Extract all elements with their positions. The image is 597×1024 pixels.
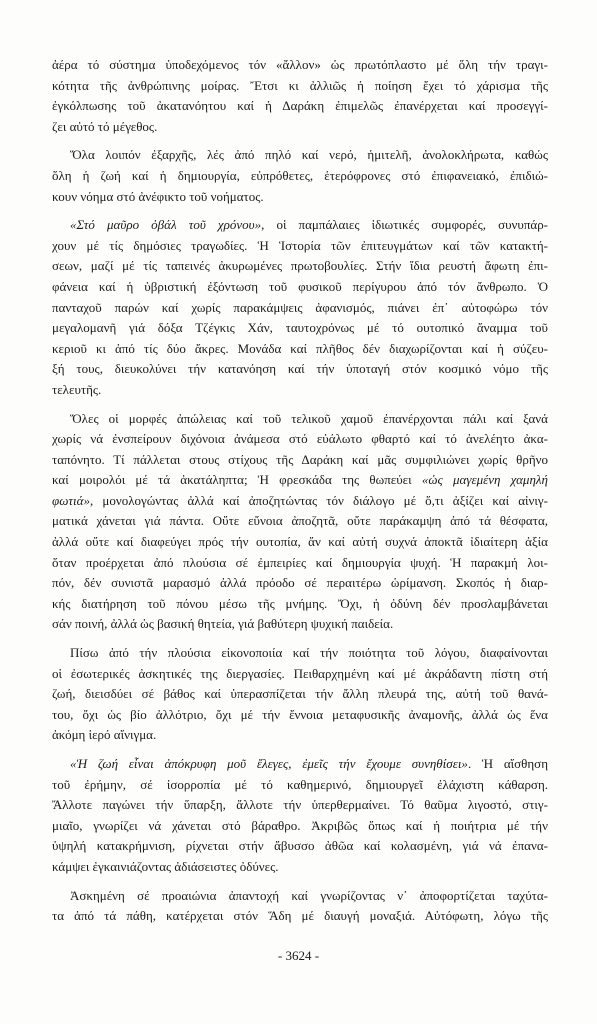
text-line: ξή τους, διευκολύνει τήν κατανόηση καί τήν ὑποταγή στόν κοσμικό νόμο τῆς (52, 361, 548, 377)
text-line: ζει αὐτό τό μέγεθος. (52, 118, 158, 134)
text-line: ζωή, διεισδύει σέ βάθος καί ὑπερασπίζεται τήν ἄλλη πλευρά της, αὐτή τοῦ θανά- (52, 686, 548, 702)
text-line: κότητα τῆς ἀνθρώπινης μοίρας. Ἔτσι κι ἀλλιῶς ἡ ποίηση ἔχει τό χάρισμα τῆς (52, 77, 548, 93)
text-line (52, 491, 548, 512)
paragraph (52, 55, 548, 137)
paragraph (52, 886, 548, 927)
text-line: ματικά χάνεται γιά πάντα. Οὔτε εὔνοια ἀποζητᾶ, οὔτε παράκαμψη ἀπό τά θέσφατα, (52, 513, 548, 529)
text-line: ὅταν προέρχεται ἀπό πλούσια σέ ἐμπειρίες καί δημιουργία ψυχή. Ἡ παρακμή λοι- (52, 554, 548, 570)
paragraph (52, 754, 548, 878)
paragraph (52, 215, 548, 400)
italic-quote: «Ἡ ζωή εἶναι ἀπόκρυφη μοῦ ἔλεγες, ἐμεῖς τήν ἔχουμε συνηθίσει» (70, 756, 468, 771)
text-line: Ὅλες οἱ μορφές ἀπώλειας καί τοῦ τελικοῦ χαμοῦ ἐπανέρχονται πάλι καί ξανά (70, 410, 548, 426)
text-line: τα ἀπό τά πάθη, κατέρχεται στόν Ἅδη μέ διαυγή μοναξιά. Αὐτόφωτη, λόγω τῆς (52, 908, 548, 924)
text-run: , μονολογώντας ἀλλά καί ἀποζητώντας τόν διάλογο μέ ὅ,τι ἀξίζει καί αἰνιγ- (89, 492, 548, 508)
text-line: ἐγκόλπωσης τοῦ ἀκατανόητου καί ἡ Δαράκη ἐπιμελῶς ἐπανέρχεται καί προσεγγί- (52, 98, 548, 114)
paragraph (52, 643, 548, 746)
text-line: Πίσω ἀπό τήν πλούσια εἰκονοποιία καί τήν ποιότητα τοῦ λόγου, διαφαίνονται (70, 645, 548, 661)
text-line: κής διατήρηση τοῦ πόνου μέσω τῆς μνήμης. Ὄχι, ἡ ὀδύνη δέν προσλαμβάνεται (52, 595, 548, 611)
text-line: πόν, δέν συνιστᾶ μαρασμό ἀλλά πρόοδο σέ περαιτέρω ὡρίμανση. Σκοπός ἡ διαρ- (52, 575, 548, 591)
text-line: ταπόνητο. Τί πάλλεται στους στίχους τῆς Δαράκη καί μᾶς συμφιλιώνει χωρίς θρῆνο (52, 451, 548, 467)
text-line: κουν νόημα στό ἀνέφικτο τοῦ νοήματος. (52, 188, 264, 204)
text-line: σάν ποινή, ἀλλά ὡς βασική θητεία, γιά βαθύτερη ψυχική παιδεία. (52, 616, 394, 632)
text-run: καί μοιρολόι μέ τά ἀκατάληπτα; Ἡ φρεσκάδα της θωπεύει (52, 472, 422, 488)
text-line: κεριοῦ κι ἀπό τίς δύο ἄκρες. Μονάδα καί πλῆθος δέν διαχωρίζονται καί ἡ σύζευ- (52, 340, 548, 356)
text-line: ἀκόμη ἱερό αἴνιγμα. (52, 727, 157, 743)
text-line: κάμψει ἐγκαινιάζοντας ἀδιάσειστες ὀδύνες. (52, 858, 279, 874)
text-line: τελευτῆς. (52, 381, 102, 397)
text-line: χουν μέ τίς δημόσιες τραγωδίες. Ἡ Ἱστορία τῶν ἐπιτευγμάτων καί τῶν κατακτή- (52, 237, 548, 253)
paragraph (52, 409, 548, 636)
italic-quote: «ὡς μαγεμένη χαμηλή (421, 472, 548, 488)
text-line: Ἄλλοτε παγώνει τήν ὕπαρξη, ἄλλοτε τήν ὑπερθερμαίνει. Τό θαῦμα λιγοστό, στιγ- (52, 797, 548, 813)
text-line (52, 754, 548, 775)
text-line: χωρίς νά ἐνσπείρουν διχόνοια ἀνάμεσα στό εὐάλωτο φθαρτό καί τό ἀνελέητο ἀκα- (52, 431, 548, 447)
page-body (52, 55, 548, 935)
text-line: φάνεια καί ἡ ὑβριστική ἐξόντωση τοῦ φυσικοῦ περίγυρου ἀπό τόν ἄνθρωπο. Ὁ (52, 278, 548, 294)
text-line: μιαῖο, γνωρίζει νά χάνεται στό βάραθρο. Ἀκριβῶς ὅπως καί ἡ ποιήτρια μέ τήν (52, 817, 548, 833)
text-line: μεγαλομανῆ γιά δόξα Τζέγκις Χάν, ταυτοχρόνως μέ τό ουτοπικό ἄναμμα τοῦ (52, 320, 548, 336)
text-run: , οἱ παμπάλαιες ἰδιωτικές συμφορές, συνυπάρ- (261, 217, 549, 233)
text-line: τοῦ ἐρήμην, σέ ἰσορροπία μέ τό καθημερινό, δημιουργεῖ ἐλάχιστη κάθαρση. (52, 776, 548, 792)
text-line: ὅλη ἡ ζωή καί ἡ δημιουργία, εὐπρόθετες, ἑτερόφρονες στό ἐπιφανειακό, ἐπιδιώ- (52, 167, 548, 183)
text-line: πανταχοῦ παρών καί χωρίς παρακάμψεις ἀφανισμός, πιάνει ἐπ᾽ αὐτοφώρω τόν (52, 299, 548, 315)
text-line: Ἀσκημένη σέ προαιώνια ἀπαντοχή καί γνωρίζοντας ν᾽ ἀποφορτίζεται ταχύτα- (70, 887, 548, 903)
italic-quote: «Στό μαῦρο ὀβάλ τοῦ χρόνου» (70, 217, 262, 233)
paragraph (52, 145, 548, 207)
text-line: ἀέρα τό σύστημα ὑποδεχόμενος τόν «ἄλλον» ὡς πρωτόπλαστο μέ ὅλη τήν τραγι- (52, 57, 548, 72)
text-line (52, 215, 548, 236)
text-line: του, ὄχι ὡς βίο ἀλλότριο, ὄχι μέ τήν ἔννοια μεταφυσικῆς ἀναμονῆς, ἀλλά ὡς ἕνα (52, 706, 548, 722)
text-line: Ὅλα λοιπόν ἐξαρχῆς, λές ἀπό πηλό καί νερό, ἡμιτελῆ, ἀνολοκλήρωτα, καθώς (70, 147, 548, 163)
italic-quote: φωτιά» (52, 492, 90, 508)
text-run: . Ἡ αἴσθηση (467, 756, 548, 771)
text-line: ὑψηλή κατακρήμνιση, ρίχνεται στήν ἄβυσσο ἀθῶα καί κολασμένη, γιά νά ἐπανα- (52, 838, 548, 854)
text-line: σεων, μαζί μέ τίς ταπεινές ἀκυρωμένες πρωτοβουλίες. Στήν ἴδια ρευστή ἄφωτη ἐπι- (52, 258, 548, 274)
page-number: - 3624 - (277, 948, 320, 963)
text-line: ἀλλά οὔτε καί διαφεύγει πρός τήν ουτοπία, ἄν καί αὐτή συχνά ἀποκτᾶ ἰδιαίτερη ἀξία (52, 534, 548, 550)
text-line (52, 470, 548, 491)
text-line: οἱ ἐσωτερικές ἀσκητικές της διεργασίες. Πειθαρχημένη καί μέ ἀκράδαντη πίστη στή (52, 665, 548, 681)
